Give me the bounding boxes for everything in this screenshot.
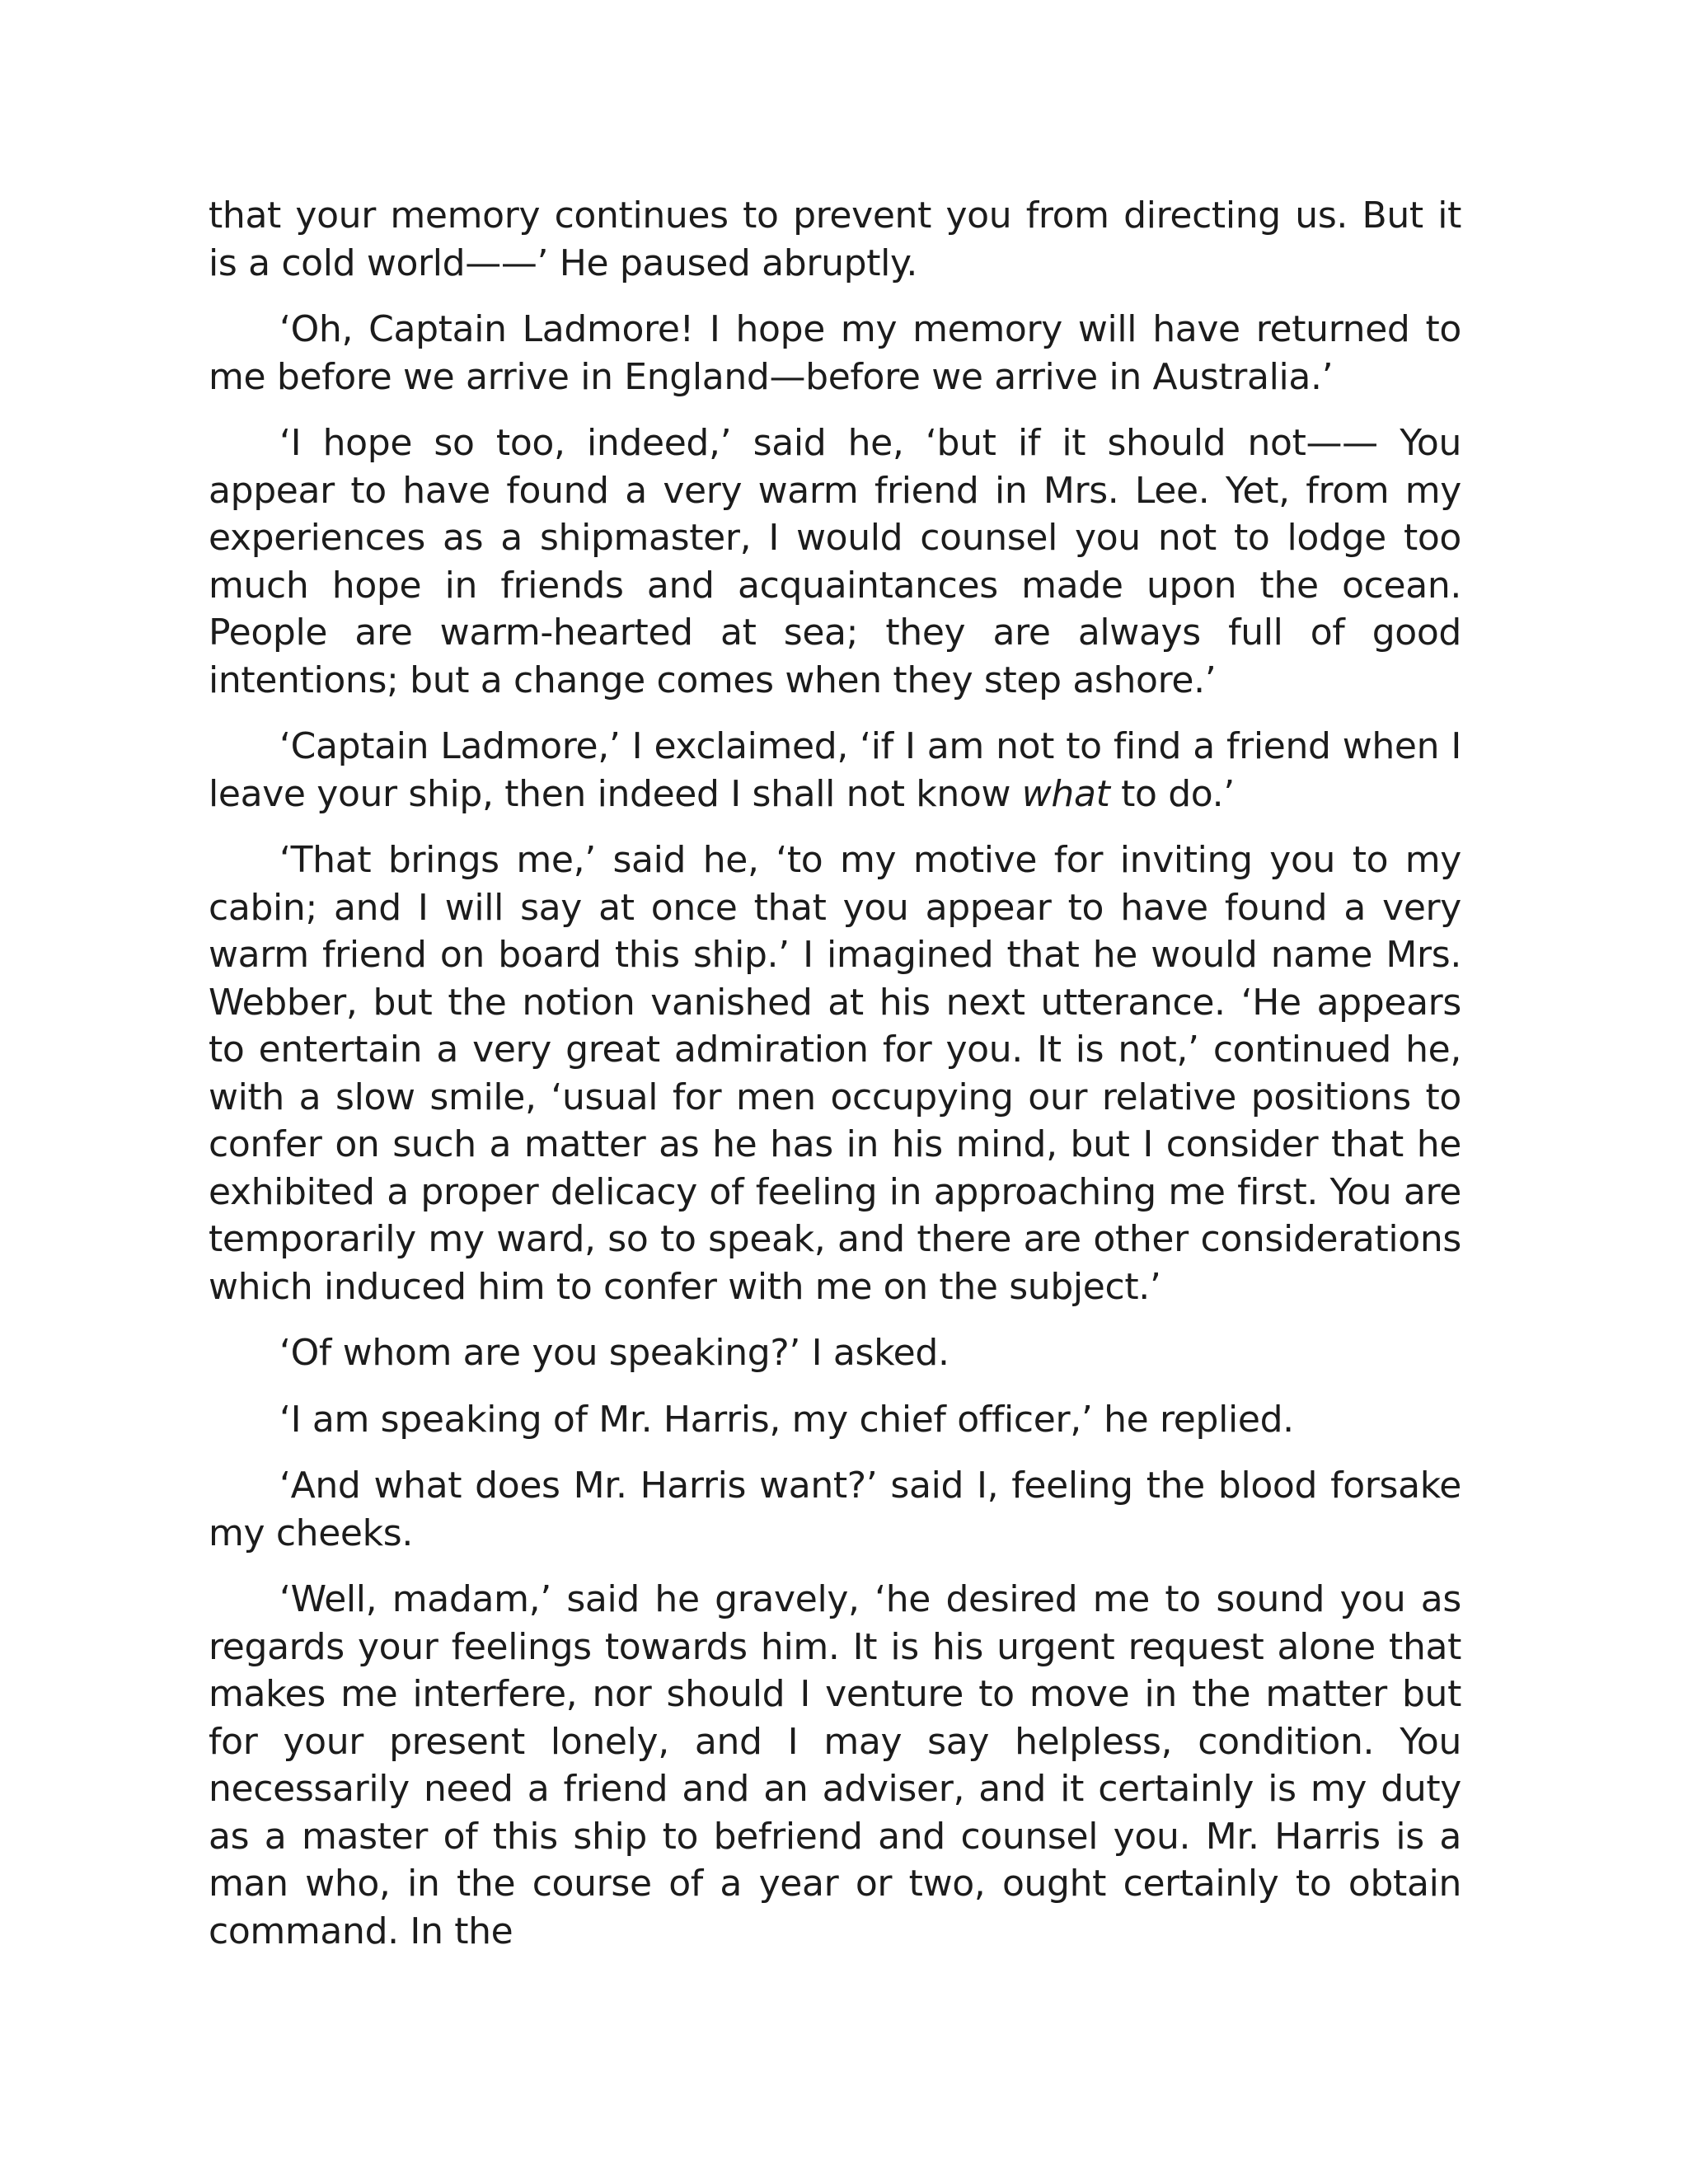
paragraph-text: ‘Captain Ladmore,’ I exclaimed, ‘if I am not to find a friend when I leave your ship, then indeed I shall not know bbox=[209, 725, 1461, 815]
paragraph: ‘Of whom are you speaking?’ I asked. bbox=[279, 1332, 950, 1374]
book-page bbox=[209, 192, 1461, 1974]
emphasized-word: what bbox=[1021, 772, 1110, 815]
paragraph: that your memory continues to prevent you from directing us. But it is a cold world——’ He paused abruptly. bbox=[209, 194, 1461, 284]
paragraph bbox=[209, 723, 1461, 818]
paragraph: ‘Well, madam,’ said he gravely, ‘he desired me to sound you as regards your feelings towards him. It is his urgent request alone that makes me interfere, nor should I venture to move in the matter but for your present lonely, and I may say helpless, condition. You necessarily need a friend and an adviser, and it certainly is my duty as a master of this ship to befriend and counsel you. Mr. Harris is a man who, in the course of a year or two, ought certainly to obtain command. In the bbox=[209, 1578, 1461, 1952]
paragraph-text: to do.’ bbox=[1109, 772, 1235, 815]
paragraph: ‘I hope so too, indeed,’ said he, ‘but if it should not—— You appear to have found a very warm friend in Mrs. Lee. Yet, from my experiences as a shipmaster, I would counsel you not to lodge too much hope in friends and acquaintances made upon the ocean. People are warm-hearted at sea; they are always full of good intentions; but a change comes when they step ashore.’ bbox=[209, 422, 1461, 701]
paragraph: ‘I am speaking of Mr. Harris, my chief officer,’ he replied. bbox=[279, 1398, 1294, 1441]
paragraph: ‘Oh, Captain Ladmore! I hope my memory will have returned to me before we arrive in England—before we arrive in Australia.’ bbox=[209, 308, 1461, 398]
paragraph: ‘That brings me,’ said he, ‘to my motive for inviting you to my cabin; and I will say at once that you appear to have found a very warm friend on board this ship.’ I imagined that he would name Mrs. Webber, but the notion vanished at his next utterance. ‘He appears to entertain a very great admiration for you. It is not,’ continued he, with a slow smile, ‘usual for men occupying our relative positions to confer on such a matter as he has in his mind, but I consider that he exhibited a proper delicacy of feeling in approaching me first. You are temporarily my ward, so to speak, and there are other considerations which induced him to confer with me on the subject.’ bbox=[209, 839, 1461, 1308]
paragraph: ‘And what does Mr. Harris want?’ said I, feeling the blood forsake my cheeks. bbox=[209, 1465, 1461, 1554]
